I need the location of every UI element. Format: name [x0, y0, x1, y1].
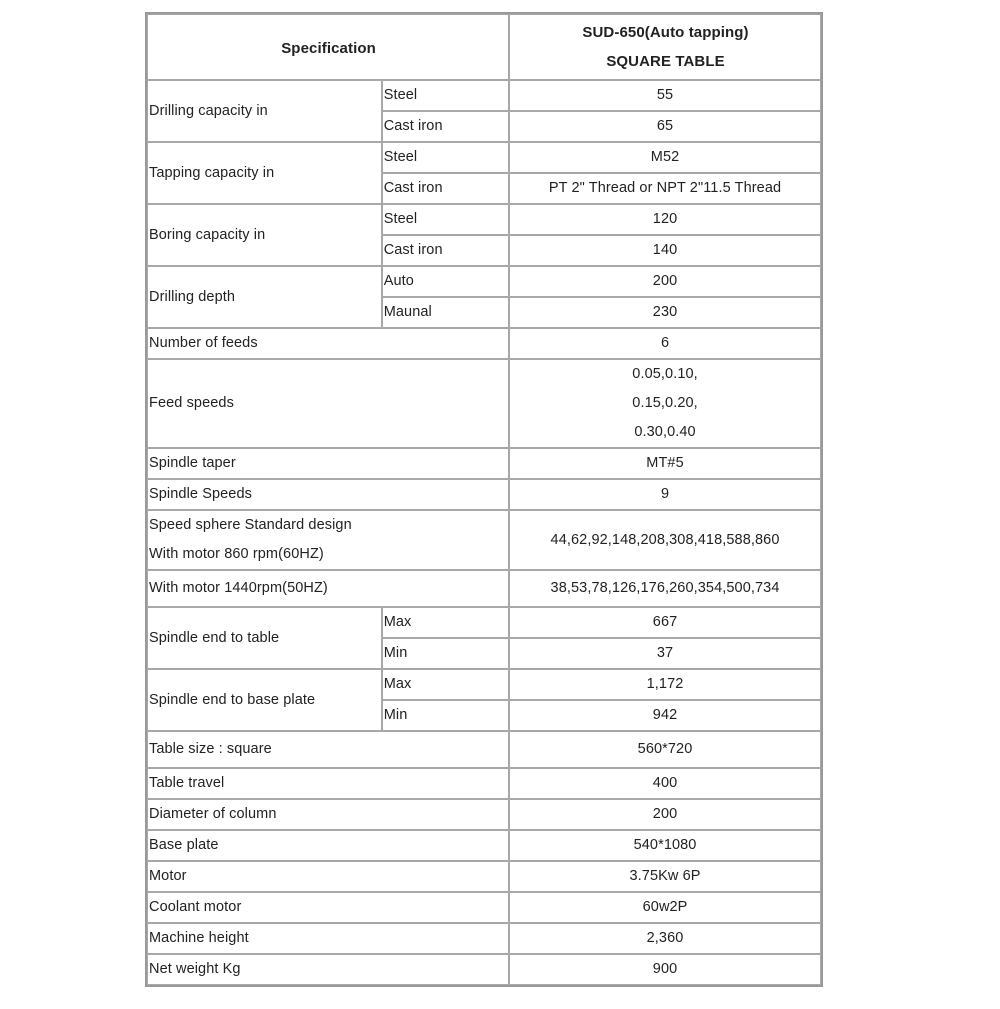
sub-label: Steel [382, 204, 509, 235]
table-row [147, 861, 821, 892]
row-label: Spindle end to table [147, 607, 382, 669]
row-label: Motor [147, 861, 509, 892]
row-label: Diameter of column [147, 799, 509, 830]
row-value: 1,172 [509, 669, 821, 700]
table-row [147, 799, 821, 830]
table-row [147, 359, 821, 448]
feed-speed-line: 0.15,0.20, [632, 395, 698, 411]
row-value: 900 [509, 954, 821, 985]
sub-label: Auto [382, 266, 509, 297]
table-row [147, 607, 821, 638]
row-label: Feed speeds [147, 359, 509, 448]
spec-table [145, 12, 823, 987]
model-table-type: SQUARE TABLE [606, 53, 725, 70]
feed-speed-line: 0.30,0.40 [634, 424, 696, 440]
table-row [147, 448, 821, 479]
header-row [147, 14, 821, 80]
table-row [147, 669, 821, 700]
table-row [147, 142, 821, 173]
sub-label: Maunal [382, 297, 509, 328]
sub-label: Max [382, 607, 509, 638]
sub-label: Max [382, 669, 509, 700]
table-row [147, 830, 821, 861]
sub-label: Cast iron [382, 111, 509, 142]
row-value: 65 [509, 111, 821, 142]
row-value: 6 [509, 328, 821, 359]
row-value: PT 2" Thread or NPT 2"11.5 Thread [509, 173, 821, 204]
speed-sphere-label: Speed sphere Standard design [149, 517, 352, 533]
row-value: MT#5 [509, 448, 821, 479]
row-label: Net weight Kg [147, 954, 509, 985]
row-value: 55 [509, 80, 821, 111]
sub-label: Steel [382, 142, 509, 173]
row-label: Boring capacity in [147, 204, 382, 266]
table-row [147, 892, 821, 923]
row-value: 2,360 [509, 923, 821, 954]
table-row [147, 954, 821, 985]
row-label: Tapping capacity in [147, 142, 382, 204]
row-value: 200 [509, 266, 821, 297]
table-row [147, 80, 821, 111]
sub-label: Cast iron [382, 235, 509, 266]
row-label: Base plate [147, 830, 509, 861]
spec-header: Specification [147, 14, 509, 80]
row-value: 3.75Kw 6P [509, 861, 821, 892]
row-label: Coolant motor [147, 892, 509, 923]
row-label: With motor 1440rpm(50HZ) [147, 570, 509, 607]
row-value: 540*1080 [509, 830, 821, 861]
row-value: 38,53,78,126,176,260,354,500,734 [509, 570, 821, 607]
row-value: 560*720 [509, 731, 821, 768]
row-label: Spindle Speeds [147, 479, 509, 510]
row-value: 200 [509, 799, 821, 830]
row-value: 230 [509, 297, 821, 328]
row-label: Spindle end to base plate [147, 669, 382, 731]
table-row [147, 510, 821, 570]
row-label: Spindle taper [147, 448, 509, 479]
table-row [147, 479, 821, 510]
table-row [147, 328, 821, 359]
row-label [147, 510, 509, 570]
row-value: 44,62,92,148,208,308,418,588,860 [509, 510, 821, 570]
sub-label: Min [382, 638, 509, 669]
row-value: 9 [509, 479, 821, 510]
table-row [147, 768, 821, 799]
row-label: Number of feeds [147, 328, 509, 359]
row-label: Drilling depth [147, 266, 382, 328]
table-row [147, 923, 821, 954]
table-row [147, 570, 821, 607]
sub-label: Min [382, 700, 509, 731]
row-value: 140 [509, 235, 821, 266]
row-value: 942 [509, 700, 821, 731]
model-name: SUD-650(Auto tapping) [582, 24, 749, 41]
row-label: Drilling capacity in [147, 80, 382, 142]
row-value: 667 [509, 607, 821, 638]
table-row [147, 731, 821, 768]
table-row [147, 266, 821, 297]
row-value: 400 [509, 768, 821, 799]
row-label: Table travel [147, 768, 509, 799]
row-label: Table size : square [147, 731, 509, 768]
row-value: 60w2P [509, 892, 821, 923]
model-header [509, 14, 821, 80]
feed-speed-line: 0.05,0.10, [632, 366, 698, 382]
row-value: M52 [509, 142, 821, 173]
motor-860-label: With motor 860 rpm(60HZ) [149, 546, 324, 562]
sub-label: Steel [382, 80, 509, 111]
row-value: 120 [509, 204, 821, 235]
row-value: 37 [509, 638, 821, 669]
row-label: Machine height [147, 923, 509, 954]
table-row [147, 204, 821, 235]
sub-label: Cast iron [382, 173, 509, 204]
row-value [509, 359, 821, 448]
